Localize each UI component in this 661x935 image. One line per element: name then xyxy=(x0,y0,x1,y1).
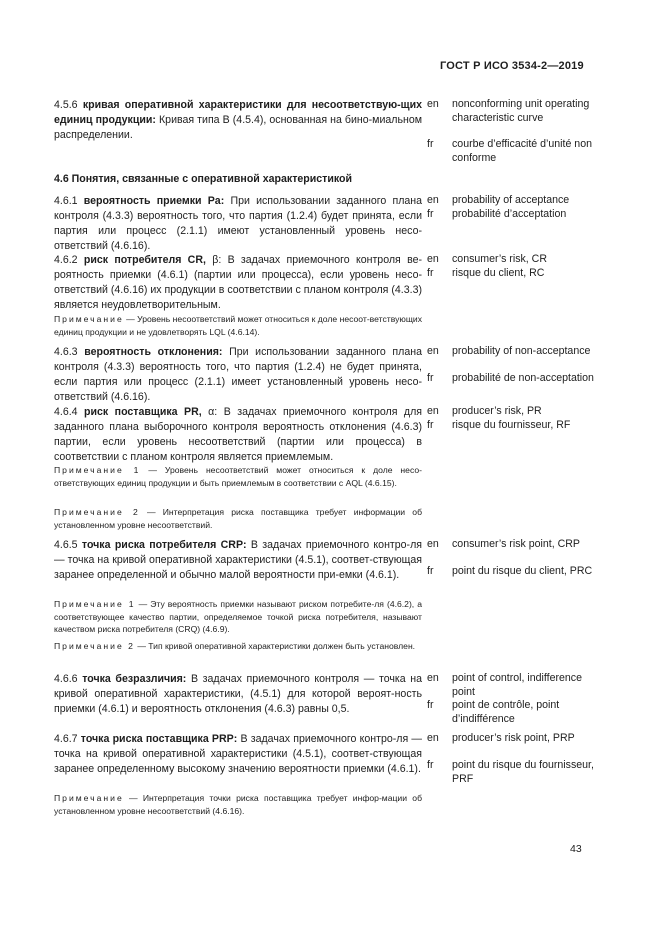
term-fr: courbe d’efficacité d’unité non conforme xyxy=(452,138,592,164)
lang-code-fr: fr xyxy=(427,699,434,711)
lang-code-en: en xyxy=(427,98,439,110)
lang-code-fr: fr xyxy=(427,267,434,279)
entry-4-5-6 xyxy=(54,98,422,143)
term-en: probability of acceptance xyxy=(452,194,570,206)
term-fr: probabilité de non-acceptation xyxy=(452,372,594,384)
entry-definition: При использовании заданного плана контроля (4.3.3) вероятность того, что партия (1.2.4) будет принята, если партия или процесс (2.1.1) имеют установленный уровень несо-ответствий (4.6.16). xyxy=(54,195,423,252)
entry-definition: В задачах приемочного контро-ля — точка на кривой оперативной характеристики (4.5.1), соответ-ствующая заранее определенной и обычно малой вероятности при-емки (4.6.1). xyxy=(54,539,422,581)
term-en: consumer’s risk, CR xyxy=(452,253,547,265)
entry-term: точка риска потребителя CRP: xyxy=(81,539,247,551)
term-en: probability of non-acceptance xyxy=(452,345,591,357)
entry-term: риск потребителя CR, xyxy=(83,254,206,266)
entry-term: риск поставщика PR, xyxy=(84,406,202,418)
document-header: ГОСТ Р ИСО 3534-2—2019 xyxy=(440,60,584,72)
lang-code-en: en xyxy=(427,194,439,206)
entry-number: 4.6.1 xyxy=(54,195,78,207)
term-fr: risque du client, RC xyxy=(452,267,545,279)
lang-code-fr: fr xyxy=(427,372,434,384)
lang-code-en: en xyxy=(427,538,439,550)
entry-4-6-7 xyxy=(54,732,422,777)
note-text: — Тип кривой оперативной характеристики должен быть установлен. xyxy=(137,641,416,651)
lang-code-fr: fr xyxy=(427,208,434,220)
term-en: point of control, indifference point xyxy=(452,672,582,698)
entry-term: точка безразличия: xyxy=(82,673,187,685)
note-label: Примечание 1 xyxy=(54,465,141,475)
entry-number: 4.6.6 xyxy=(54,673,78,685)
entry-number: 4.6.3 xyxy=(54,346,78,358)
term-fr: point du risque du fournisseur, PRF xyxy=(452,759,594,785)
section-heading: 4.6 Понятия, связанные с оперативной характеристикой xyxy=(54,173,352,185)
lang-code-en: en xyxy=(427,732,439,744)
note-text: — Уровень несоответствий может относиться к доле несо-ответствующих единиц продукции и быть приемлемым в соответствии с AQL (4.6.15). xyxy=(54,465,422,488)
note-text: — Интерпретация риска поставщика требует информации об установленном уровне несоответствий. xyxy=(54,507,422,530)
lang-code-fr: fr xyxy=(427,759,434,771)
entry-number: 4.6.4 xyxy=(54,406,78,418)
entry-term: вероятность отклонения: xyxy=(84,346,223,358)
entry-note-1 xyxy=(54,598,422,636)
term-fr: risque du fournisseur, RF xyxy=(452,419,571,431)
entry-4-6-1 xyxy=(54,194,422,254)
entry-definition: В задачах приемочного контроля ве-роятность приемки (4.6.1) (партии или процесса), если уровень несо-ответствий (4.6.16) их продукции в соответствии с планом контроля (4.3.3) является неудовлетворительным. xyxy=(54,254,422,311)
entry-note-2 xyxy=(54,506,422,531)
note-label: Примечание xyxy=(54,793,124,803)
entry-note-1 xyxy=(54,464,422,489)
term-en: producer’s risk point, PRP xyxy=(452,732,575,744)
note-text: — Интерпретация точки риска поставщика требует инфор-мации об установленном уровне несоответствий (4.6.16). xyxy=(54,793,422,816)
entry-4-6-2: 4.6.2 риск потребителя CR, β: В задачах приемочного контроля ве-роятность приемки (4.6.1) (партии или процесса), если уровень несо-ответствий (4.6.16) их продукции в соответствии с планом контроля (4.3.3) является неудовлетворительным. xyxy=(54,254,422,311)
entry-number: 4.6.2 xyxy=(54,254,78,266)
note-label: Примечание 2 xyxy=(54,507,140,517)
entry-symbol: β xyxy=(212,254,219,266)
entry-4-6-4: 4.6.4 риск поставщика PR, α: В задачах приемочного контроля для заданного плана выборочного контроля вероятность отклонения (4.6.3) партии, если уровень несоответствий (партии или процесса) в соответствии с планом контроля является приемлемым. xyxy=(54,406,422,463)
entry-4-6-3 xyxy=(54,345,422,405)
page-number: 43 xyxy=(570,843,582,855)
entry-definition: В задачах приемочного контроля для заданного плана выборочного контроля вероятность отклонения (4.6.3) партии, если уровень несоответствий (партии или процесса) в соответствии с планом контроля является приемлемым. xyxy=(54,406,422,463)
lang-code-en: en xyxy=(427,253,439,265)
lang-code-fr: fr xyxy=(427,138,434,150)
term-fr: probabilité d’acceptation xyxy=(452,208,567,220)
entry-term: кривая оперативной характеристики для несоответствую-щих единиц продукции: xyxy=(54,99,422,126)
entry-definition: При использовании заданного плана контроля (4.3.3) вероятность того, что партия (1.2.4) не будет принята, если партия или процесс (2.1.1) имеет установленный уровень несо-ответствий (4.6.16). xyxy=(54,346,422,403)
entry-definition: Кривая типа B (4.5.4), основанная на бино-миальном распределении. xyxy=(54,114,422,141)
note-label: Примечание 1 xyxy=(54,599,136,609)
term-en: consumer’s risk point, CRP xyxy=(452,538,580,550)
term-fr: point de contrôle, point d’indifférence xyxy=(452,699,560,725)
note-text: — Уровень несоответствий может относиться к доле несоот-ветствующих единиц продукции и не удовлетворять LQL (4.6.14). xyxy=(54,314,423,337)
entry-term: точка риска поставщика PRP: xyxy=(80,733,238,745)
entry-note-2 xyxy=(54,640,422,653)
entry-number: 4.6.7 xyxy=(54,733,78,745)
lang-code-en: en xyxy=(427,672,439,684)
entry-4-6-5 xyxy=(54,538,422,583)
entry-symbol: α xyxy=(208,406,215,418)
entry-number: 4.5.6 xyxy=(54,99,78,111)
entry-definition: В задачах приемочного контро-ля — точка на кривой оперативной характеристики (4.5.1), соответ-ствующая заранее определенному высокому значению вероятности приемки (4.6.1). xyxy=(54,733,422,775)
note-text: — Эту вероятность приемки называют риском потребите-ля (4.6.2), а соответствующее качество партии, определяемое точкой риска потребителя, называют качеством риска потребителя (CRQ) (4.6.9). xyxy=(54,599,422,634)
entry-number: 4.6.5 xyxy=(54,539,78,551)
note-label: Примечание xyxy=(54,314,124,324)
lang-code-en: en xyxy=(427,405,439,417)
term-fr: point du risque du client, PRC xyxy=(452,565,593,577)
entry-definition: В задачах приемочного контроля — точка на кривой оперативной характеристики, (4.5.1) для которой вероят-ность приемки (4.6.1) и вероятность отклонения (4.6.3) равны 0,5. xyxy=(54,673,422,715)
lang-code-fr: fr xyxy=(427,419,434,431)
entry-4-6-6 xyxy=(54,672,422,717)
note-label: Примечание 2 xyxy=(54,641,135,651)
entry-note xyxy=(54,792,422,817)
entry-term: вероятность приемки Pa: xyxy=(83,195,225,207)
entry-note xyxy=(54,313,422,338)
term-en: producer’s risk, PR xyxy=(452,405,542,417)
term-en: nonconforming unit operating characteristic curve xyxy=(452,98,590,124)
lang-code-en: en xyxy=(427,345,439,357)
lang-code-fr: fr xyxy=(427,565,434,577)
